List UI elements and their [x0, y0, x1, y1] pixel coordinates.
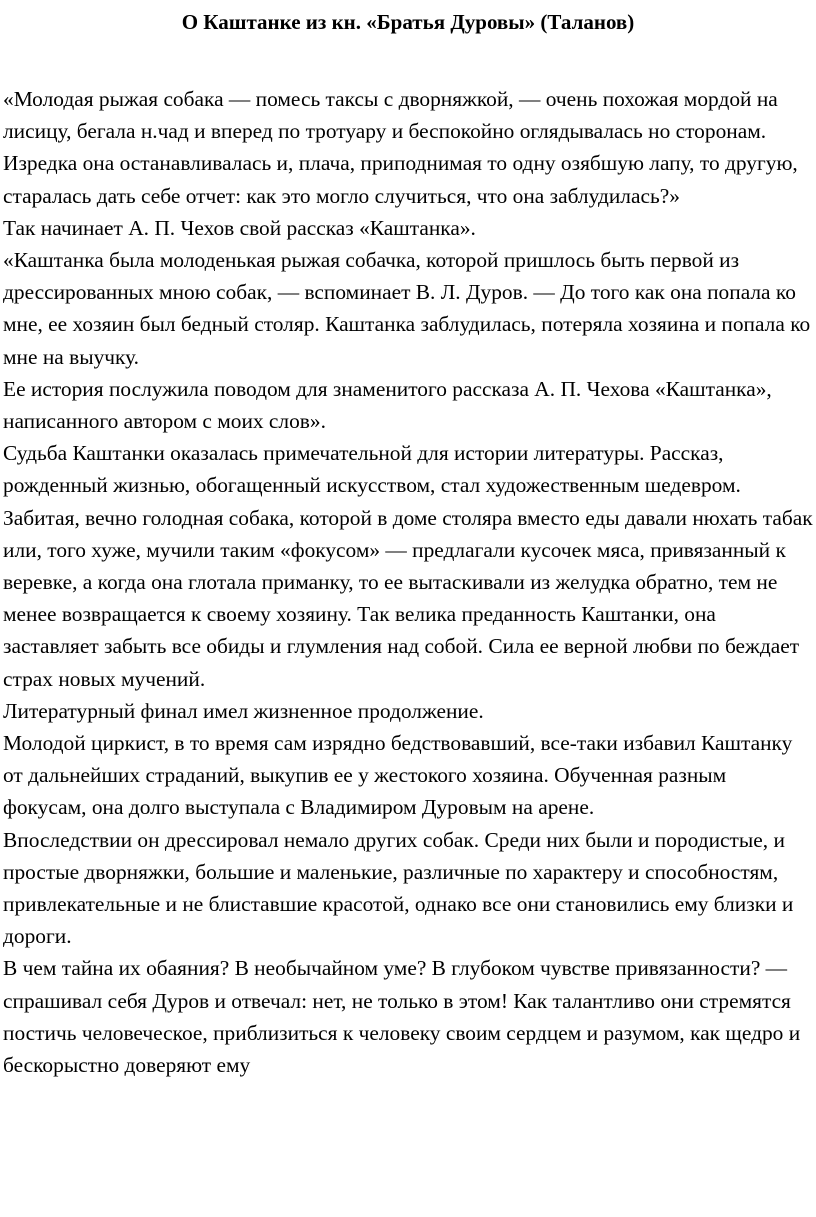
paragraph: Забитая, вечно голодная собака, которой в доме столяра вместо еды давали нюхать табак или, того хуже, мучили таким «фокусом» — предлагали кусочек мяса, привязанный к веревке, а когда она глотала приманку, то ее вытаскивали из желудка обратно, тем не менее возвращается к своему хозяину. Так велика преданность Каштанки, она заставляет забыть все обиды и глумления над собой. Сила ее верной любви по беждает страх новых мучений.: [3, 505, 813, 691]
paragraph: «Молодая рыжая собака — помесь таксы с дворняжкой, — очень похожая мордой на лисицу, бегала н.чад и вперед по тротуару и беспокойно оглядывалась но сторонам. Изредка она останавливалась и, плача, приподнимая то одну озябшую лапу, то другую, старалась дать себе отчет: как это могло случиться, что она заблудилась?»: [3, 87, 798, 208]
document-body: [3, 83, 813, 1081]
paragraph: Молодой циркист, в то время сам изрядно бедствовавший, все-таки избавил Каштанку от дальнейших страданий, выкупив ее у жестокого хозяина. Обученная разным фокусам, она долго выступала с Владимиром Дуровым на арене.: [3, 731, 793, 820]
paragraph: Судьба Каштанки оказалась примечательной для истории литературы. Рассказ, рожденный жизнью, обогащенный искусством, стал художественным шедевром.: [3, 441, 741, 498]
paragraph: «Каштанка была молоденькая рыжая собачка, которой пришлось быть первой из дрессированных мною собак, — вспоминает В. Л. Дуров. — До того как она попала ко мне, ее хозяин был бедный столяр. Каштанка заблудилась, потеряла хозяина и попала ко мне на выучку.: [3, 248, 811, 369]
page-title: О Каштанке из кн. «Братья Дуровы» (Таланов): [181, 10, 635, 34]
paragraph: Литературный финал имел жизненное продолжение.: [3, 698, 484, 723]
paragraph: Так начинает А. П. Чехов свой рассказ «Каштанка».: [3, 215, 476, 240]
paragraph: Впоследствии он дрессировал немало других собак. Среди них были и породистые, и простые дворняжки, большие и маленькие, различные по характеру и способностям, привлекательные и не блиставшие красотой, однако все они становились ему близки и дороги.: [3, 827, 794, 949]
paragraph: Ее история послужила поводом для знаменитого рассказа А. П. Чехова «Каштанка», написанного автором с моих слов».: [3, 376, 772, 434]
paragraph: В чем тайна их обаяния? В необычайном уме? В глубоком чувстве привязанности? — спрашивал себя Дуров и отвечал: нет, не только в этом! Как талантливо они стремятся постичь человеческое, приблизиться к человеку своим сердцем и разумом, как щедро и бескорыстно доверяют ему: [3, 956, 801, 1078]
